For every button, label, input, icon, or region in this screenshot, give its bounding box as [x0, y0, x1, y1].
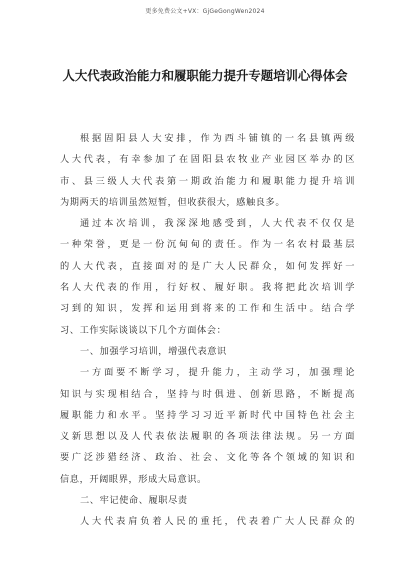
body-text-line: 人大代表，有幸参加了在固阳县农牧业产业园区举办的区: [60, 154, 355, 166]
body-text-line: 知识与实现相结合，坚持与时俱进、创新思路，不断提高: [60, 388, 355, 400]
body-text-line: 人大代表肩负着人民的重托，代表着广大人民群众的: [80, 516, 355, 528]
body-text-line: 通过本次培训，我深深地感受到，人大代表不仅仅是: [80, 218, 355, 230]
body-text-line: 名人大代表的作用，行好权、履好职。我将把此次培训学: [60, 282, 355, 294]
body-text-line: 一、加强学习培训，增强代表意识: [80, 345, 227, 357]
body-text-line: 义新思想以及人代表依法履职的各项法律法规。另一方面: [60, 431, 355, 443]
body-text-line: 履职能力和水平。坚持学习习近平新时代中国特色社会主: [60, 409, 355, 421]
body-text-line: 的人大代表，直接面对的是广大人民群众，如何发挥好一: [60, 260, 355, 272]
body-text-line: 信息，开阔眼界，形成大局意识。: [60, 473, 207, 485]
document-body: [60, 128, 355, 533]
body-text-line: 习、工作实际谈谈以下几个方面体会：: [60, 324, 227, 336]
body-text-line: 习到的知识，发挥和运用到将来的工作和生活中。结合学: [60, 303, 355, 315]
body-text-line: 为期两天的培训虽然短暂，但收获很大，感触良多。: [60, 196, 286, 208]
document-title: 人大代表政治能力和履职能力提升专题培训心得体会: [62, 68, 348, 83]
body-text-line: 市、县三级人大代表第一期政治能力和履职能力提升培训: [60, 175, 355, 187]
body-text-line: 根据固阳县人大安排，作为西斗铺镇的一名县镇两级: [80, 133, 355, 144]
body-text-line: 一种荣誉，更是一份沉甸甸的责任。作为一名农村最基层: [60, 239, 355, 251]
header-note: 更多免费公文+VX：GjGeGongWen2024: [145, 8, 265, 15]
body-text-line: 一方面要不断学习，提升能力，主动学习，加强理论: [80, 367, 355, 379]
body-text-line: 二、牢记使命、履职尽责: [80, 495, 188, 507]
body-text-line: 要广泛涉猎经济、政治、社会、文化等各个领域的知识和: [60, 452, 355, 464]
